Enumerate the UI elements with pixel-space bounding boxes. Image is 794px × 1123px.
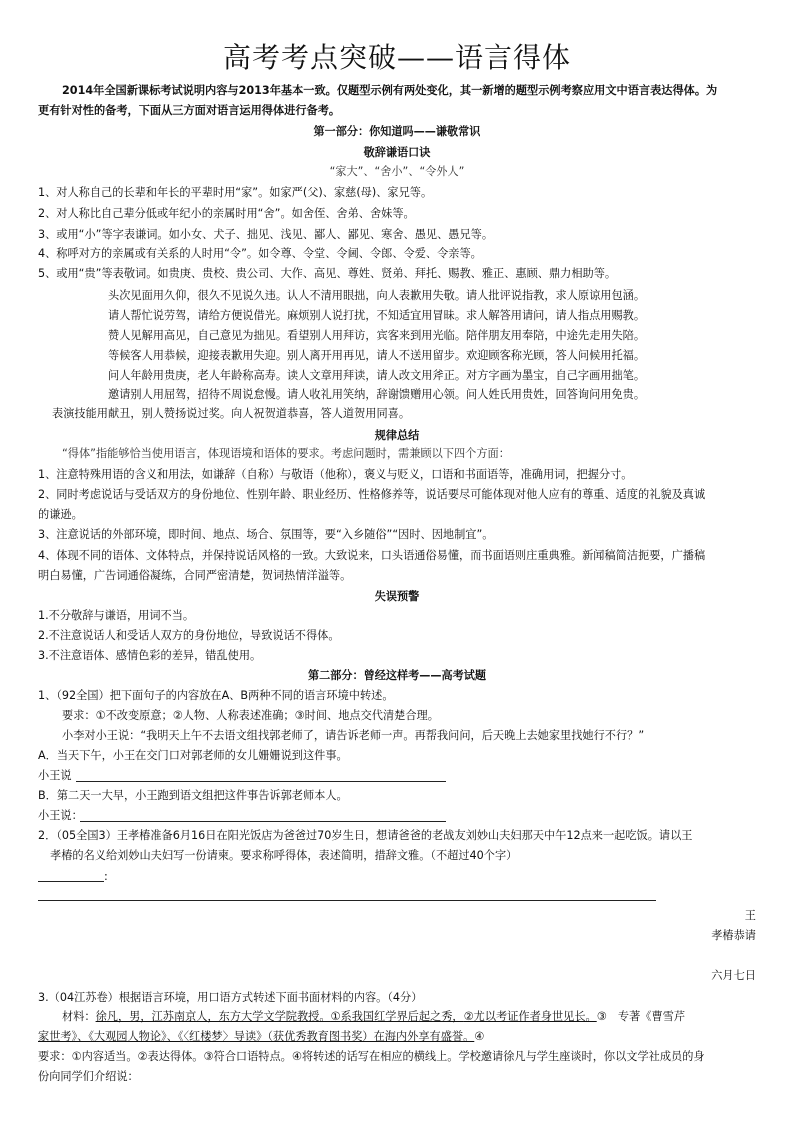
summary-item: 的谦逊。 bbox=[38, 508, 83, 521]
material-text: ②尤以考证作者身世见长。 bbox=[463, 1010, 597, 1023]
summary-item: 2、同时考虑说话与受话双方的身份地位、性别年龄、职业经历、性格修养等，说话要尽可能体现对他人应有的尊重、适度的礼貌及真诚 bbox=[38, 488, 706, 501]
question-stem: 2．（05全国3）王孝椿准备6月16日在阳光饭店为爸爸过70岁生日，想请爸爸的老战友刘妙山夫妇那天中午12点来一起吃饭。请以王 bbox=[38, 829, 693, 842]
sub-heading: 规律总结 bbox=[374, 429, 420, 442]
answer-line[interactable] bbox=[38, 900, 656, 901]
verse-line: 问人年龄用贵庚，老人年龄称高寿。读人文章用拜读，请人改文用斧正。对方字画为墨宝，自己字画用拙笔。 bbox=[108, 369, 646, 382]
summary-item: 4、体现不同的语体、文体特点，并保持说话风格的一致。大致说来，口头语通俗易懂，而书面语则庄重典雅。新闻稿简洁扼要，广播稿 bbox=[38, 549, 706, 562]
rule-item: 4、称呼对方的亲属或有关系的人时用“令”。如令尊、令堂、令阃、令郎、令爱、令亲等。 bbox=[38, 247, 482, 260]
verse-line: 邀请别人用屈驾，招待不周说怠慢。请人收礼用笑纳，辞谢馈赠用心领。问人姓氏用贵姓，回答询问用免贵。 bbox=[108, 388, 646, 401]
material-line bbox=[38, 1029, 484, 1045]
material-text: ③ 专著《曹雪芹 bbox=[596, 1010, 686, 1023]
signature: 孝椿恭请 bbox=[711, 929, 756, 942]
summary-item: 明白易懂，广告词通俗凝练，合同严密清楚，贺词热情洋溢等。 bbox=[38, 569, 352, 582]
colon: : bbox=[104, 870, 108, 883]
material-label: 材料： bbox=[62, 1010, 96, 1023]
question-option: A．当天下午，小王在交门口对郭老师的女儿姗姗说到这件事。 bbox=[38, 749, 348, 762]
answer-label: 小王说： bbox=[38, 809, 83, 822]
summary-item: 1、注意特殊用语的含义和用法，如谦辞（自称）与敬语（他称），褒义与贬义，口语和书面语等，准确用词，把握分寸。 bbox=[38, 468, 633, 481]
question-stem: 孝椿的名义给刘妙山夫妇写一份请柬。要求称呼得体，表述简明，措辞文雅。（不超过40个字） bbox=[50, 849, 518, 862]
formula: “家大”、“舍小”、“令外人” bbox=[329, 165, 465, 178]
answer-line[interactable] bbox=[80, 821, 446, 822]
rule-item: 3、或用“小”等字表谦词。如小女、犬子、拙见、浅见、鄙人、鄙见、寒舍、愚见、愚兄等。 bbox=[38, 228, 494, 241]
question-requirement: 要求：①内容适当。②表达得体。③符合口语特点。④将转述的话写在相应的横线上。学校邀请徐凡与学生座谈时，你以文学社成员的身 bbox=[38, 1050, 705, 1063]
question-stem: 3.（04江苏卷）根据语言环境，用口语方式转述下面书面材料的内容。（4分） bbox=[38, 991, 423, 1004]
sub-heading: 失误预警 bbox=[374, 590, 420, 603]
material-text: 徐凡，男，江苏南京人，东方大学文学院教授。 bbox=[95, 1010, 331, 1023]
section-heading: 第一部分：你知道吗——谦敬常识 bbox=[313, 125, 481, 138]
intro-line: 2014年全国新课标考试说明内容与2013年基本一致。仅题型示例有两处变化，其一新增的题型示例考察应用文中语言表达得体。为 bbox=[62, 84, 718, 97]
section-heading: 第二部分：曾经这样考——高考试题 bbox=[307, 669, 486, 682]
intro-line: 更有针对性的备考，下面从三方面对语言运用得体进行备考。 bbox=[38, 104, 341, 117]
summary-item: 3、注意说话的外部环境，即时间、地点、场合、氛围等，要“入乡随俗”“因时、因地制宜”。 bbox=[38, 528, 494, 541]
mistake-item: 3.不注意语体、感情色彩的差异，错乱使用。 bbox=[38, 649, 262, 662]
material-line bbox=[62, 1009, 685, 1025]
page-title: 高考考点突破——语言得体 bbox=[222, 41, 571, 74]
mistake-item: 2.不注意说话人和受话人双方的身份地位，导致说话不得体。 bbox=[38, 629, 340, 642]
signature: 王 bbox=[744, 909, 756, 922]
rule-item: 1、对人称自己的长辈和年长的平辈时用“家”。如家严(父)、家慈(母)、家兄等。 bbox=[38, 186, 433, 199]
rule-item: 5、或用“贵”等表敬词。如贵庚、贵校、贵公司、大作、高见、尊姓、贤弟、拜托、赐教、雅正、惠顾、鼎力相助等。 bbox=[38, 267, 617, 280]
rules-intro: “得体”指能够恰当使用语言，体现语境和语体的要求。考虑问题时，需兼顾以下四个方面： bbox=[62, 447, 510, 460]
sub-heading: 敬辞谦语口诀 bbox=[363, 146, 431, 159]
rule-item: 2、对人称比自己辈分低或年纪小的亲属时用“舍”。如舍侄、舍弟、舍妹等。 bbox=[38, 207, 415, 220]
question-option: B．第二天一大早，小王跑到语文组把这件事告诉郭老师本人。 bbox=[38, 789, 348, 802]
question-requirement: 份向同学们介绍说： bbox=[38, 1070, 139, 1083]
question-stem: 1、（92全国）把下面句子的内容放在A、B两种不同的语言环境中转述。 bbox=[38, 689, 394, 702]
verse-line: 赞人见解用高见，自己意见为拙见。看望别人用拜访，宾客来到用光临。陪伴朋友用奉陪，中途先走用失陪。 bbox=[108, 329, 646, 342]
date: 六月七日 bbox=[711, 969, 756, 982]
material-text: ①系我国红学界后起之秀， bbox=[330, 1010, 464, 1023]
material-text: 家世考》、《大观园人物论》、《〈红楼梦〉导读》（获优秀教育图书奖）在海内外享有盛誉。 bbox=[38, 1030, 475, 1043]
verse-line: 表演技能用献丑，别人赞扬说过奖。向人祝贺道恭喜，答人道贺用同喜。 bbox=[52, 407, 411, 420]
question-quote: 小李对小王说：“我明天上午不去语文组找郭老师了，请告诉老师一声。再帮我问问，后天晚上去她家里找她行不行？” bbox=[62, 729, 645, 742]
mistake-item: 1.不分敬辞与谦语，用词不当。 bbox=[38, 609, 195, 622]
verse-line: 头次见面用久仰，很久不见说久违。认人不清用眼拙，向人表歉用失敬。请人批评说指教，求人原谅用包涵。 bbox=[108, 289, 646, 302]
answer-line[interactable] bbox=[38, 881, 104, 882]
question-requirement: 要求：①不改变原意；②人物、人称表述准确；③时间、地点交代清楚合理。 bbox=[62, 709, 439, 722]
verse-line: 等候客人用恭候，迎接表歉用失迎。别人离开用再见，请人不送用留步。欢迎顾客称光顾，答人问候用托福。 bbox=[108, 349, 646, 362]
answer-line[interactable] bbox=[76, 781, 446, 782]
answer-label: 小王说 bbox=[38, 769, 72, 782]
verse-line: 请人帮忙说劳驾，请给方便说借光。麻烦别人说打扰，不知适宜用冒昧。求人解答用请问，请人指点用赐教。 bbox=[108, 309, 646, 322]
material-text: ④ bbox=[474, 1030, 485, 1043]
